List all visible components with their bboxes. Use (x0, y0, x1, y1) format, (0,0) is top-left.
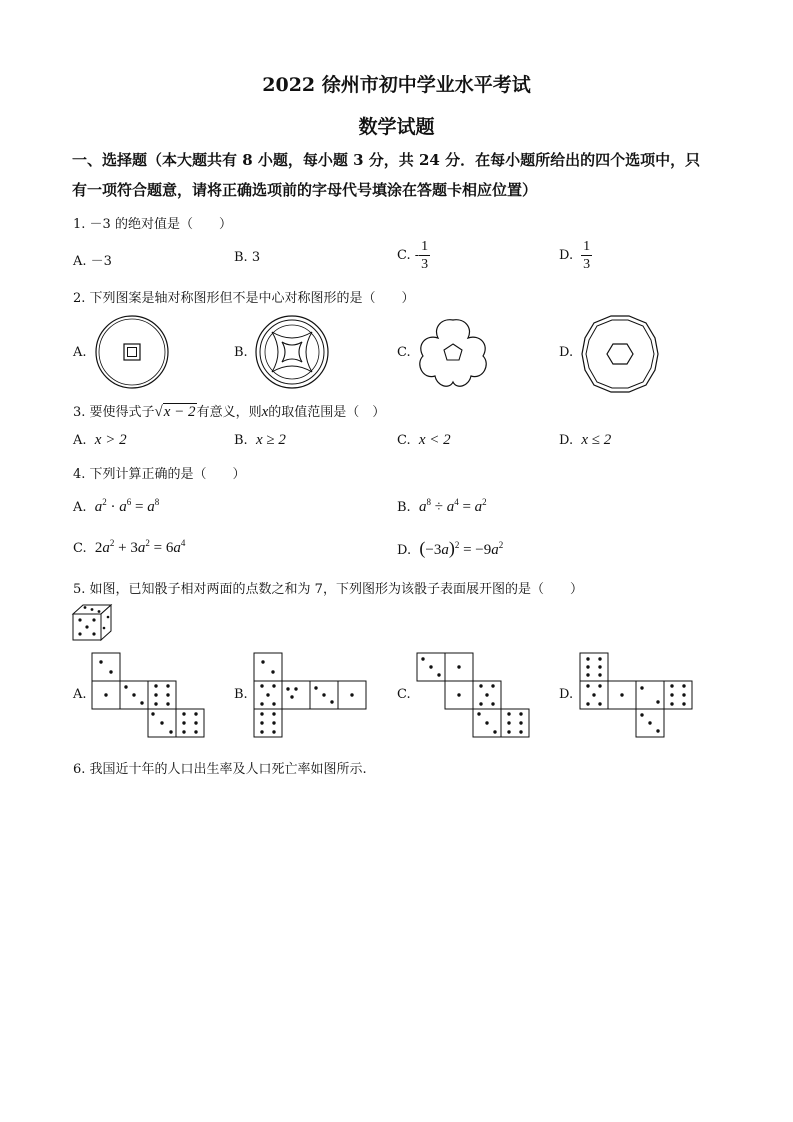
q4-c-label: C. (73, 541, 87, 556)
q4-a-label: A. (73, 500, 87, 515)
q3-b-label: B. (234, 433, 248, 448)
q1-option-b[interactable]: B. 3 (234, 250, 261, 265)
q3-stem-end: 的取值范围是（ ） (268, 405, 386, 420)
q3-stem: 3. 要使得式子√x − 2有意义，则x的取值范围是（ ） (73, 404, 386, 420)
q4-option-c[interactable] (73, 540, 185, 557)
q1-option-c-label: C. - (397, 248, 420, 263)
q5-net-c[interactable] (417, 653, 529, 737)
q1-option-d-label: D. (559, 248, 574, 263)
q3-d-expr: x ≤ 2 (581, 432, 612, 448)
q1-stem: 1. －3 的绝对值是（ ） (73, 217, 232, 232)
q3-stem-after: 有意义，则 (196, 405, 262, 420)
q1-option-a[interactable]: A. －3 (73, 254, 112, 269)
q4-b-label: B. (397, 500, 411, 515)
q4-option-d[interactable] (397, 538, 503, 559)
q3-radicand: x − 2 (163, 404, 196, 420)
q3-option-c[interactable] (397, 432, 451, 449)
section-heading-line2: 有一项符合题意，请将正确选项前的字母代号填涂在答题卡相应位置） (72, 181, 538, 199)
q4-d-expr: $(-3a)^2 = -9a^2$ (419, 538, 504, 558)
q2-label-c: C. (397, 345, 411, 360)
q5-label-a: A. (73, 687, 87, 702)
page-title: 2022 徐州市初中学业水平考试 (262, 74, 531, 96)
q5-net-a[interactable] (92, 653, 204, 737)
q1-option-c[interactable] (397, 238, 430, 273)
q2-label-d: D. (559, 345, 574, 360)
q5-net-d[interactable] (580, 653, 692, 737)
q3-d-label: D. (559, 433, 574, 448)
q3-variable: x (261, 404, 269, 420)
q1-d-denominator: 3 (583, 257, 591, 272)
q3-stem-before: 3. 要使得式子 (73, 405, 155, 420)
q5-net-b[interactable] (254, 653, 366, 737)
page-subtitle: 数学试题 (358, 116, 435, 138)
q2-stem: 2. 下列图案是轴对称图形但不是中心对称图形的是（ ） (73, 291, 415, 306)
section-heading-line1: 一、选择题（本大题共有 8 小题，每小题 3 分，共 24 分．在每小题所给出的四个选项中，只 (72, 151, 701, 169)
q2-label-a: A. (73, 345, 87, 360)
q1-c-denominator: 3 (421, 257, 429, 272)
q5-stem: 5. 如图，已知骰子相对两面的点数之和为 7，下列图形为该骰子表面展开图的是（ ） (73, 582, 583, 597)
section-heading (72, 145, 732, 205)
q2-figure-a[interactable] (94, 314, 170, 390)
q1-c-numerator: 1 (421, 239, 429, 254)
q3-option-d[interactable] (559, 432, 611, 449)
q1-d-numerator: 1 (583, 239, 591, 254)
q5-label-c: C. (397, 687, 411, 702)
q4-d-label: D. (397, 543, 412, 558)
q5-die-figure (71, 604, 125, 640)
q3-option-b[interactable] (234, 432, 286, 449)
q1-option-c-fraction (419, 238, 430, 273)
q2-figure-c[interactable] (413, 314, 493, 390)
q3-a-label: A. (73, 433, 87, 448)
q3-c-expr: x < 2 (418, 432, 451, 448)
q2-figure-b[interactable] (254, 314, 330, 390)
q3-b-expr: x ≥ 2 (255, 432, 286, 448)
q3-option-a[interactable] (73, 432, 127, 449)
q5-label-d: D. (559, 687, 574, 702)
q3-a-expr: x > 2 (94, 432, 127, 448)
q4-option-a[interactable] (73, 499, 159, 516)
q3-c-label: C. (397, 433, 411, 448)
q1-option-d[interactable] (559, 238, 592, 273)
q5-label-b: B. (234, 687, 248, 702)
q1-option-d-fraction (581, 238, 592, 273)
q4-c-expr: $2a^2 + 3a^2 = 6a^4$ (94, 538, 186, 556)
q6-stem: 6. 我国近十年的人口出生率及人口死亡率如图所示. (73, 762, 367, 777)
q4-stem: 4. 下列计算正确的是（ ） (73, 467, 246, 482)
q2-figure-d[interactable] (580, 314, 660, 394)
q2-label-b: B. (234, 345, 248, 360)
q4-b-expr: $a^8 \div a^4 = a^2$ (418, 497, 487, 515)
q4-option-b[interactable] (397, 499, 487, 516)
q4-a-expr: $a^2 \cdot a^6 = a^8$ (94, 497, 160, 515)
